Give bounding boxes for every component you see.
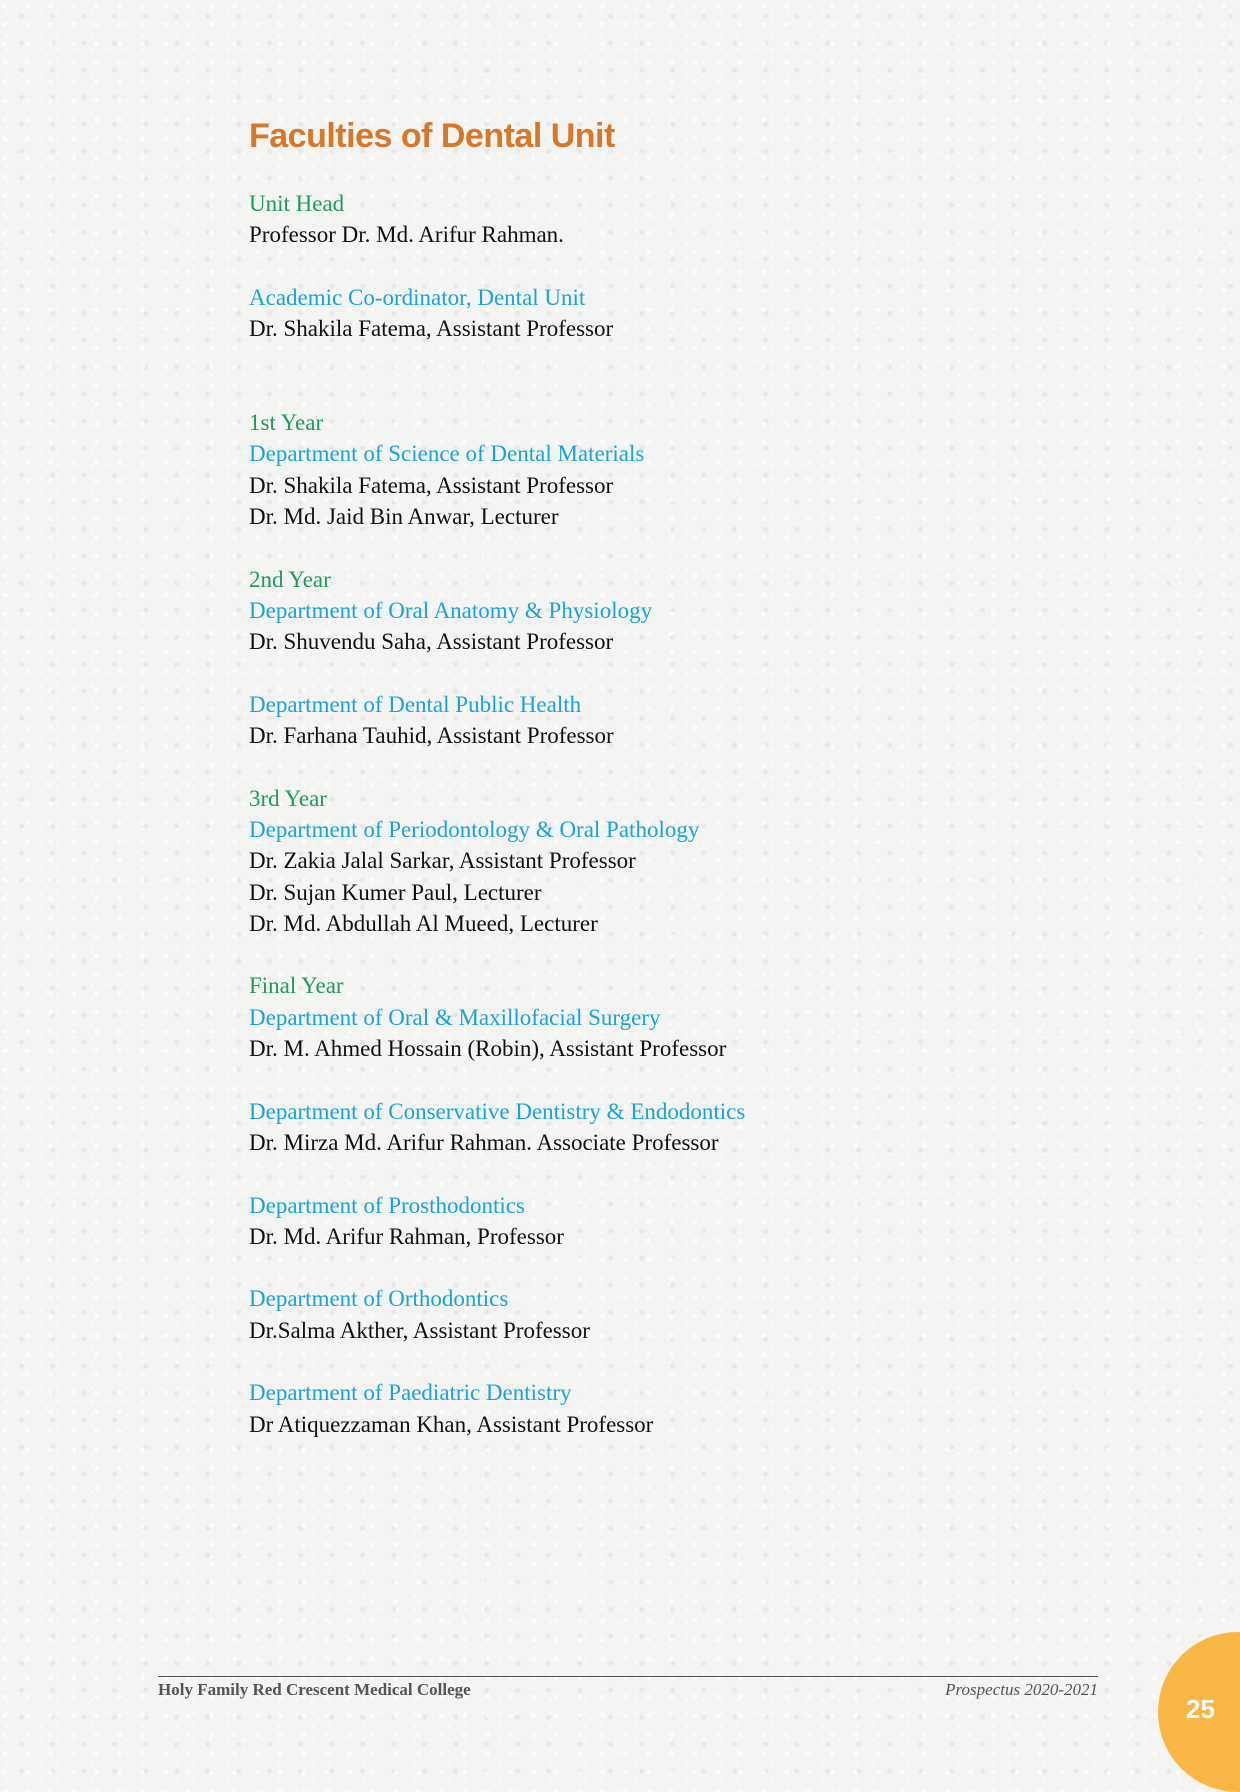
footer-divider <box>158 1676 1098 1677</box>
faculty-member: Dr. Farhana Tauhid, Assistant Professor <box>249 723 614 749</box>
page-number: 25 <box>1186 1694 1215 1724</box>
faculty-member: Dr. Zakia Jalal Sarkar, Assistant Professor <box>249 848 636 874</box>
faculty-member: Dr. M. Ahmed Hossain (Robin), Assistant Professor <box>249 1036 727 1062</box>
faculty-member: Dr. Md. Arifur Rahman, Professor <box>249 1223 564 1249</box>
faculty-member: Dr. Mirza Md. Arifur Rahman. Associate Professor <box>249 1129 719 1155</box>
footer-prospectus: Prospectus 2020-2021 <box>945 1680 1098 1699</box>
dept-dental-materials: Department of Science of Dental Materials <box>249 441 645 467</box>
dept-orthodontics: Department of Orthodontics <box>249 1286 509 1312</box>
dept-dental-public-health: Department of Dental Public Health <box>249 691 582 717</box>
year-heading-final: Final Year <box>249 973 344 999</box>
unit-head-label: Unit Head <box>249 191 345 216</box>
unit-head-name: Professor Dr. Md. Arifur Rahman. <box>249 222 564 248</box>
faculty-list <box>249 116 1149 1440</box>
faculty-member: Dr. Md. Jaid Bin Anwar, Lecturer <box>249 503 559 529</box>
year-heading-3rd: 3rd Year <box>249 785 327 811</box>
faculty-member: Dr. Sujan Kumer Paul, Lecturer <box>249 879 542 905</box>
dept-oral-surgery: Department of Oral & Maxillofacial Surgery <box>249 1004 661 1030</box>
faculty-member: Dr. Shuvendu Saha, Assistant Professor <box>249 629 614 655</box>
dept-periodontology: Department of Periodontology & Oral Pathology <box>249 816 700 842</box>
year-heading-2nd: 2nd Year <box>249 566 331 592</box>
coordinator-name: Dr. Shakila Fatema, Assistant Professor <box>249 316 614 342</box>
dept-oral-anatomy: Department of Oral Anatomy & Physiology <box>249 597 653 623</box>
faculty-member: Dr. Md. Abdullah Al Mueed, Lecturer <box>249 910 598 936</box>
coordinator-label: Academic Co-ordinator, Dental Unit <box>249 284 586 310</box>
footer-college-name: Holy Family Red Crescent Medical College <box>158 1680 471 1699</box>
dept-paediatric-dentistry: Department of Paediatric Dentistry <box>249 1380 572 1406</box>
dept-prosthodontics: Department of Prosthodontics <box>249 1192 525 1218</box>
dept-conservative-dentistry: Department of Conservative Dentistry & Endodontics <box>249 1098 746 1124</box>
year-heading-1st: 1st Year <box>249 410 324 436</box>
faculty-member: Dr.Salma Akther, Assistant Professor <box>249 1317 590 1343</box>
faculty-member: Dr. Shakila Fatema, Assistant Professor <box>249 472 614 498</box>
page-title: Faculties of Dental Unit <box>249 117 615 155</box>
faculty-member: Dr Atiquezzaman Khan, Assistant Professor <box>249 1411 654 1437</box>
